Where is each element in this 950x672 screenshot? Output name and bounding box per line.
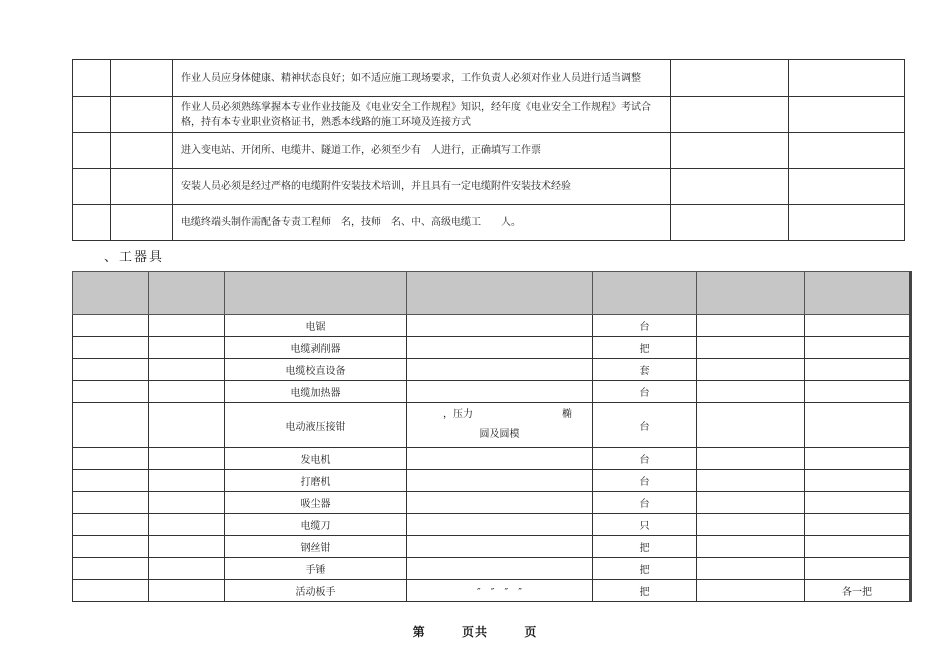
spec-cell: ″ ″ ″ ″ [407, 580, 593, 602]
unit-cell: 把 [593, 580, 697, 602]
table-row [73, 558, 911, 580]
quantity-cell [697, 315, 805, 337]
unit-cell: 台 [593, 403, 697, 448]
header-name [225, 272, 407, 315]
remark-cell [789, 97, 905, 133]
header-unit [593, 272, 697, 315]
table-row [73, 492, 911, 514]
quantity-cell [697, 580, 805, 602]
item-cell [111, 97, 173, 133]
tool-name-cell: 电缆加热器 [225, 381, 407, 403]
spec-ellipse-text: 椭 [562, 409, 572, 420]
table-row [73, 205, 905, 241]
remark-cell: 各一把 [805, 580, 911, 602]
table-row [73, 448, 911, 470]
tool-name-cell: 活动板手 [225, 580, 407, 602]
index-cell [73, 470, 149, 492]
spec-cell [407, 381, 593, 403]
tool-name-cell: 吸尘器 [225, 492, 407, 514]
check-cell [671, 133, 789, 169]
spec-cell [407, 492, 593, 514]
table-row [73, 337, 911, 359]
tool-name-cell: 电动液压接钳 [225, 403, 407, 448]
table-header-row [73, 272, 911, 315]
footer-page-of: 页共 [461, 625, 488, 639]
requirement-cell: 进入变电站、开闭所、电缆井、隧道工作，必须至少有 人进行，正确填写工作票 [173, 133, 671, 169]
quantity-cell [697, 381, 805, 403]
tool-name-cell: 发电机 [225, 448, 407, 470]
spec-cell [407, 359, 593, 381]
remark-cell [805, 492, 911, 514]
unit-cell: 套 [593, 359, 697, 381]
remark-cell [805, 448, 911, 470]
spec-cell [407, 448, 593, 470]
quantity-cell [697, 514, 805, 536]
category-cell [149, 359, 225, 381]
category-cell [149, 315, 225, 337]
index-cell [73, 448, 149, 470]
remark-cell [789, 205, 905, 241]
category-cell [149, 536, 225, 558]
table-row [73, 97, 905, 133]
unit-cell: 台 [593, 470, 697, 492]
index-cell [73, 315, 149, 337]
unit-cell: 把 [593, 558, 697, 580]
category-cell [149, 403, 225, 448]
footer-page-suffix: 页 [524, 625, 538, 639]
remark-cell [805, 514, 911, 536]
table-row [73, 403, 911, 448]
category-cell [149, 448, 225, 470]
index-cell [73, 514, 149, 536]
header-category [149, 272, 225, 315]
item-cell [111, 169, 173, 205]
remark-cell [805, 315, 911, 337]
header-remark [805, 272, 911, 315]
unit-cell: 把 [593, 536, 697, 558]
table-row [73, 514, 911, 536]
spec-cell [407, 536, 593, 558]
table-row [73, 580, 911, 602]
section-heading: 、工器具 [104, 250, 165, 265]
tool-name-cell: 电缆校直设备 [225, 359, 407, 381]
table-row [73, 60, 905, 97]
personnel-requirements-table [72, 59, 905, 241]
header-index [73, 272, 149, 315]
tool-name-cell: 电缆刀 [225, 514, 407, 536]
remark-cell [789, 169, 905, 205]
remark-cell [789, 133, 905, 169]
spec-cell [407, 514, 593, 536]
remark-cell [805, 337, 911, 359]
header-spec [407, 272, 593, 315]
spec-pressure-text: ，压力 [443, 409, 473, 420]
quantity-cell [697, 558, 805, 580]
table-row [73, 470, 911, 492]
index-cell [73, 337, 149, 359]
spec-cell [407, 337, 593, 359]
quantity-cell [697, 536, 805, 558]
unit-cell: 只 [593, 514, 697, 536]
check-cell [671, 97, 789, 133]
remark-cell [805, 403, 911, 448]
header-quantity [697, 272, 805, 315]
check-cell [671, 60, 789, 97]
unit-cell: 台 [593, 381, 697, 403]
footer-page-label: 第 [412, 625, 426, 639]
check-cell [671, 205, 789, 241]
quantity-cell [697, 359, 805, 381]
index-cell [73, 133, 111, 169]
table-row [73, 359, 911, 381]
remark-cell [805, 359, 911, 381]
index-cell [73, 97, 111, 133]
quantity-cell [697, 492, 805, 514]
tool-name-cell: 手锤 [225, 558, 407, 580]
quantity-cell [697, 448, 805, 470]
requirement-cell: 作业人员应身体健康、精神状态良好；如不适应施工现场要求，工作负责人必须对作业人员进行适当调整 [173, 60, 671, 97]
tool-name-cell: 打磨机 [225, 470, 407, 492]
table-row [73, 381, 911, 403]
category-cell [149, 580, 225, 602]
table-row [73, 536, 911, 558]
index-cell [73, 169, 111, 205]
category-cell [149, 492, 225, 514]
index-cell [73, 492, 149, 514]
page-footer [0, 623, 950, 640]
index-cell [73, 580, 149, 602]
remark-cell [805, 558, 911, 580]
spec-line-1 [407, 405, 592, 425]
table-row [73, 169, 905, 205]
remark-cell [805, 470, 911, 492]
table-row [73, 315, 911, 337]
spec-line-2: 圆及圆模 [479, 429, 520, 440]
tool-name-cell: 钢丝钳 [225, 536, 407, 558]
spec-cell [407, 403, 593, 448]
tool-name-cell: 电锯 [225, 315, 407, 337]
category-cell [149, 470, 225, 492]
category-cell [149, 381, 225, 403]
remark-cell [789, 60, 905, 97]
spec-cell [407, 470, 593, 492]
requirement-cell: 作业人员必须熟练掌握本专业作业技能及《电业安全工作规程》知识，经年度《电业安全工作规程》考试合格，持有本专业职业资格证书，熟悉本线路的施工环境及连接方式 [173, 97, 671, 133]
index-cell [73, 381, 149, 403]
item-cell [111, 205, 173, 241]
unit-cell: 台 [593, 448, 697, 470]
index-cell [73, 205, 111, 241]
quantity-cell [697, 337, 805, 359]
requirement-cell: 电缆终端头制作需配备专责工程师 名，技师 名、中、高级电缆工 人。 [173, 205, 671, 241]
item-cell [111, 60, 173, 97]
category-cell [149, 558, 225, 580]
index-cell [73, 536, 149, 558]
unit-cell: 把 [593, 337, 697, 359]
index-cell [73, 403, 149, 448]
requirement-cell: 安装人员必须是经过严格的电缆附件安装技术培训，并且具有一定电缆附件安装技术经验 [173, 169, 671, 205]
index-cell [73, 359, 149, 381]
item-cell [111, 133, 173, 169]
remark-cell [805, 381, 911, 403]
unit-cell: 台 [593, 492, 697, 514]
quantity-cell [697, 470, 805, 492]
tool-name-cell: 电缆剥削器 [225, 337, 407, 359]
unit-cell: 台 [593, 315, 697, 337]
index-cell [73, 558, 149, 580]
table-row [73, 133, 905, 169]
index-cell [73, 60, 111, 97]
category-cell [149, 514, 225, 536]
remark-cell [805, 536, 911, 558]
spec-text [407, 405, 592, 445]
spec-cell [407, 558, 593, 580]
check-cell [671, 169, 789, 205]
spec-cell [407, 315, 593, 337]
category-cell [149, 337, 225, 359]
quantity-cell [697, 403, 805, 448]
tools-table [72, 271, 912, 602]
